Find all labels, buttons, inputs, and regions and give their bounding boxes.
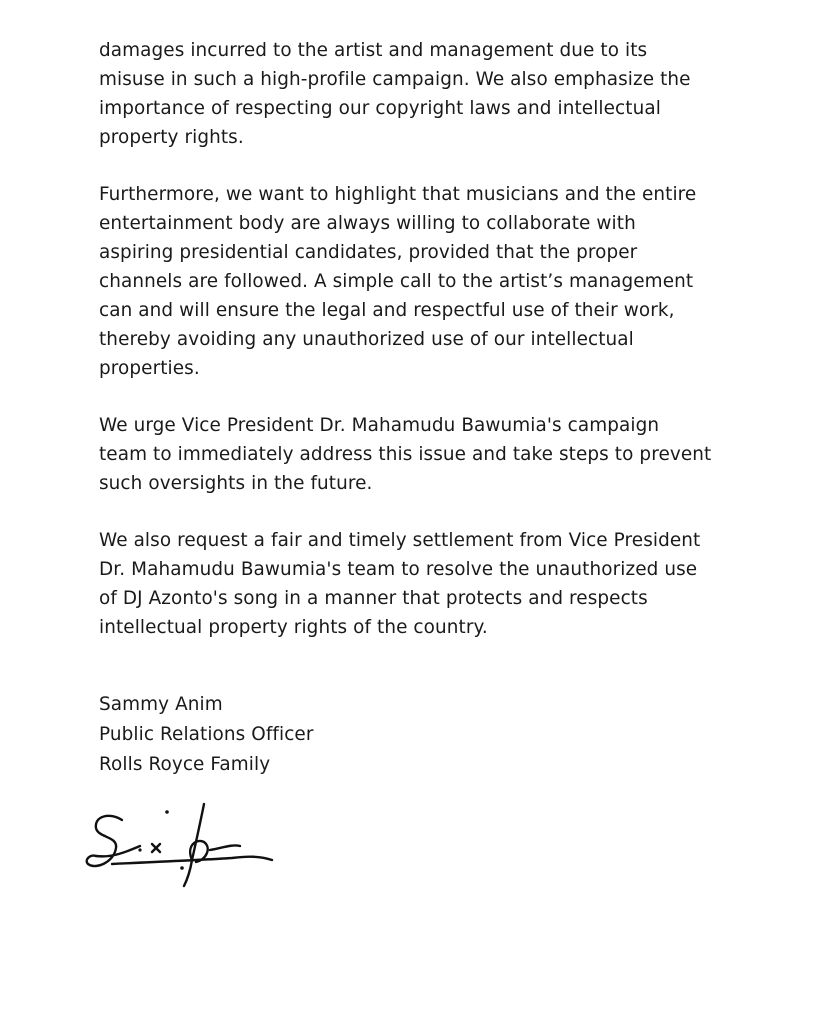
signer-title: Public Relations Officer: [99, 724, 314, 745]
text-line: of DJ Azonto's song in a manner that protects and respects: [99, 588, 648, 609]
text-line: entertainment body are always willing to collaborate with: [99, 213, 636, 234]
signer-organization: Rolls Royce Family: [99, 754, 271, 775]
signoff-block: [99, 690, 499, 780]
text-line: intellectual property rights of the country.: [99, 617, 488, 638]
text-line: thereby avoiding any unauthorized use of our intellectual: [99, 329, 634, 350]
text-line: properties.: [99, 358, 200, 379]
text-line: We urge Vice President Dr. Mahamudu Bawumia's campaign: [99, 415, 660, 436]
text-line: can and will ensure the legal and respectful use of their work,: [99, 300, 675, 321]
signer-name: Sammy Anim: [99, 694, 223, 715]
text-line: misuse in such a high-profile campaign. We also emphasize the: [99, 69, 691, 90]
text-line: damages incurred to the artist and management due to its: [99, 40, 648, 61]
handwritten-signature: [82, 790, 282, 890]
paragraph-urge: [99, 411, 789, 498]
text-line: property rights.: [99, 127, 244, 148]
paragraph-collaboration: [99, 180, 789, 383]
text-line: such oversights in the future.: [99, 473, 373, 494]
letter-body: [99, 36, 789, 670]
text-line: importance of respecting our copyright laws and intellectual: [99, 98, 661, 119]
text-line: Dr. Mahamudu Bawumia's team to resolve the unauthorized use: [99, 559, 698, 580]
paragraph-damages: [99, 36, 789, 152]
text-line: channels are followed. A simple call to the artist’s management: [99, 271, 694, 292]
text-line: team to immediately address this issue and take steps to prevent: [99, 444, 712, 465]
text-line: aspiring presidential candidates, provided that the proper: [99, 242, 638, 263]
text-line: We also request a fair and timely settlement from Vice President: [99, 530, 701, 551]
text-line: Furthermore, we want to highlight that musicians and the entire: [99, 184, 697, 205]
paragraph-settlement: [99, 526, 789, 642]
